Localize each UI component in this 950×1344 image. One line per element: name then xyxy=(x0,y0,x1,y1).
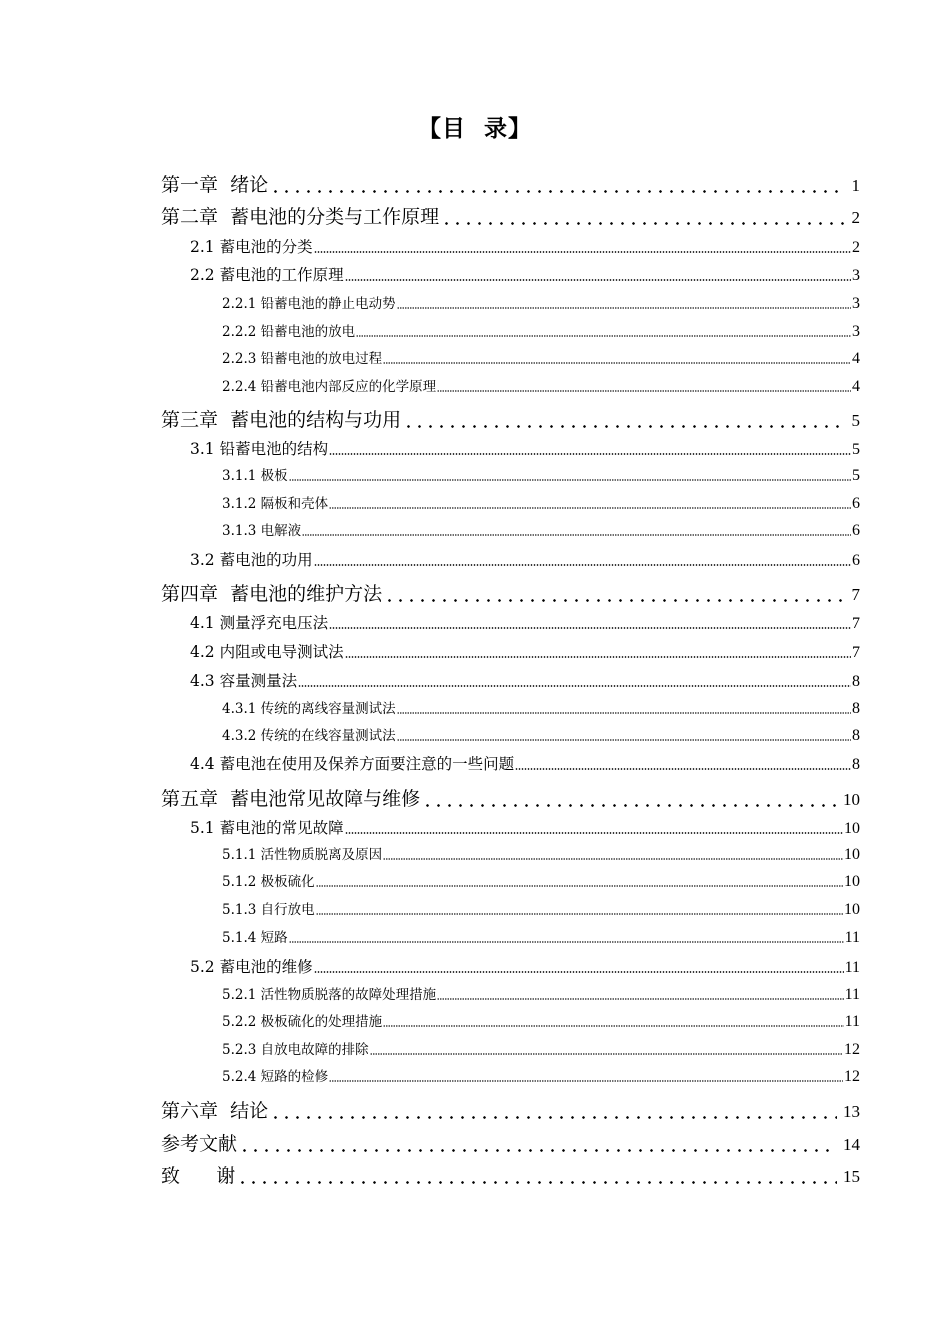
toc-entry-page-number: 15 xyxy=(843,1167,860,1186)
toc-entry-label: 致 谢 xyxy=(161,1165,236,1187)
toc-entry-label: 2.2 蓄电池的工作原理 xyxy=(190,266,344,284)
toc-entry-page-number: 12 xyxy=(844,1041,860,1058)
toc-entry-page-number: 8 xyxy=(852,727,860,744)
toc-entry[interactable] xyxy=(222,1010,860,1031)
toc-entry-page-number: 6 xyxy=(852,552,860,569)
dot-leader xyxy=(316,913,843,915)
dot-leader xyxy=(270,190,845,193)
toc-entry-page-number: 3 xyxy=(852,295,860,312)
toc-entry-page-number: 4 xyxy=(852,378,860,395)
toc-entry-label: 2.1 蓄电池的分类 xyxy=(190,238,313,256)
dot-leader xyxy=(345,656,851,658)
toc-entry-page-number: 11 xyxy=(844,959,860,976)
toc-entry-label: 5.1.1 活性物质脱离及原因 xyxy=(222,847,383,863)
toc-entry-page-number: 7 xyxy=(852,615,860,632)
toc-entry[interactable] xyxy=(190,548,860,570)
toc-entry[interactable] xyxy=(222,983,860,1004)
dot-leader xyxy=(437,390,851,392)
dot-leader xyxy=(329,627,851,629)
dot-leader xyxy=(422,804,837,807)
toc-entry-page-number: 8 xyxy=(852,756,860,773)
toc-entry[interactable] xyxy=(190,816,860,838)
dot-leader xyxy=(289,479,851,481)
toc-entry-label: 5.2.4 短路的检修 xyxy=(222,1069,329,1085)
dot-leader xyxy=(314,251,851,253)
toc-entry-page-number: 6 xyxy=(852,522,860,539)
dot-leader xyxy=(289,941,844,943)
toc-entry-page-number: 4 xyxy=(852,350,860,367)
toc-entry-page-number: 5 xyxy=(852,467,860,484)
toc-entry-label: 3.1.1 极板 xyxy=(222,468,288,484)
toc-entry[interactable] xyxy=(161,170,860,197)
toc-entry[interactable] xyxy=(190,235,860,257)
toc-entry[interactable] xyxy=(161,579,860,606)
toc-entry-page-number: 10 xyxy=(844,820,860,837)
toc-entry-label: 3.1 铅蓄电池的结构 xyxy=(190,440,329,458)
toc-entry-label: 5.1.3 自行放电 xyxy=(222,902,315,918)
dot-leader xyxy=(239,1149,837,1152)
toc-entry-label: 3.1.3 电解液 xyxy=(222,523,302,539)
toc-entry-label: 5.2.2 极板硫化的处理措施 xyxy=(222,1014,383,1030)
toc-entry-page-number: 8 xyxy=(852,673,860,690)
toc-entry-label: 2.2.1 铅蓄电池的静止电动势 xyxy=(222,296,396,312)
dot-leader xyxy=(298,685,851,687)
dot-leader xyxy=(329,453,851,455)
toc-entry-label: 4.3.2 传统的在线容量测试法 xyxy=(222,728,396,744)
dot-leader xyxy=(397,712,851,714)
toc-entry[interactable] xyxy=(222,375,860,396)
toc-entry[interactable] xyxy=(190,263,860,285)
dot-leader xyxy=(437,998,843,1000)
toc-entry-label: 4.3.1 传统的离线容量测试法 xyxy=(222,701,396,717)
toc-entry-label: 2.2.3 铅蓄电池的放电过程 xyxy=(222,351,383,367)
toc-entry-label: 第一章 绪论 xyxy=(161,174,269,196)
dot-leader xyxy=(314,971,844,973)
toc-entry-label: 5.2 蓄电池的维修 xyxy=(190,958,313,976)
toc-entry[interactable] xyxy=(190,437,860,459)
toc-entry[interactable] xyxy=(222,320,860,341)
toc-entry-page-number: 13 xyxy=(843,1102,860,1121)
dot-leader xyxy=(270,1116,837,1119)
toc-entry-page-number: 7 xyxy=(852,644,860,661)
toc-entry[interactable] xyxy=(222,292,860,313)
dot-leader xyxy=(329,1080,843,1082)
toc-entry-label: 3.1.2 隔板和壳体 xyxy=(222,496,329,512)
toc-entry-label: 5.1.4 短路 xyxy=(222,930,288,946)
toc-entry-page-number: 6 xyxy=(852,495,860,512)
toc-entry-label: 4.3 容量测量法 xyxy=(190,672,298,690)
toc-entry[interactable] xyxy=(190,611,860,633)
toc-entry-page-number: 10 xyxy=(843,790,860,809)
toc-entry[interactable] xyxy=(222,1065,860,1086)
toc-entry-label: 第三章 蓄电池的结构与功用 xyxy=(161,409,402,431)
toc-entry[interactable] xyxy=(190,669,860,691)
toc-entry-page-number: 3 xyxy=(852,323,860,340)
toc-entry[interactable] xyxy=(161,1096,860,1123)
toc-entry[interactable] xyxy=(190,640,860,662)
toc-entry-label: 第五章 蓄电池常见故障与维修 xyxy=(161,788,421,810)
toc-entry-page-number: 11 xyxy=(844,929,860,946)
toc-entry-page-number: 11 xyxy=(844,986,860,1003)
toc-entry[interactable] xyxy=(161,202,860,229)
toc-entry[interactable] xyxy=(222,724,860,745)
toc-entry-label: 5.2.1 活性物质脱落的故障处理措施 xyxy=(222,987,437,1003)
toc-entry-page-number: 10 xyxy=(844,846,860,863)
dot-leader xyxy=(397,307,851,309)
toc-entry-page-number: 14 xyxy=(843,1135,860,1154)
dot-leader xyxy=(383,1025,843,1027)
toc-entry-label: 2.2.4 铅蓄电池内部反应的化学原理 xyxy=(222,379,437,395)
dot-leader xyxy=(237,1181,837,1184)
dot-leader xyxy=(397,739,851,741)
dot-leader xyxy=(314,564,851,566)
toc-entry-label: 5.1.2 极板硫化 xyxy=(222,874,315,890)
toc-entry-label: 第六章 结论 xyxy=(161,1100,269,1122)
toc-entry-page-number: 11 xyxy=(844,1013,860,1030)
toc-entry[interactable] xyxy=(161,1129,860,1156)
toc-entry[interactable] xyxy=(222,1038,860,1059)
toc-entry[interactable] xyxy=(222,926,860,947)
dot-leader xyxy=(316,885,843,887)
toc-entry[interactable] xyxy=(161,784,860,811)
dot-leader xyxy=(403,425,845,428)
dot-leader xyxy=(441,222,845,225)
toc-entry-page-number: 12 xyxy=(844,1068,860,1085)
dot-leader xyxy=(345,832,843,834)
toc-entry-label: 4.1 测量浮充电压法 xyxy=(190,614,329,632)
toc-entry-label: 4.4 蓄电池在使用及保养方面要注意的一些问题 xyxy=(190,755,515,773)
toc-entry[interactable] xyxy=(190,955,860,977)
toc-entry[interactable] xyxy=(190,752,860,774)
toc-entry-page-number: 5 xyxy=(851,411,860,430)
dot-leader xyxy=(383,362,851,364)
dot-leader xyxy=(329,507,851,509)
toc-entry[interactable] xyxy=(222,898,860,919)
toc-entry-page-number: 8 xyxy=(852,700,860,717)
toc-entry-page-number: 1 xyxy=(851,176,860,195)
toc-entry-page-number: 3 xyxy=(852,267,860,284)
toc-entry[interactable] xyxy=(222,347,860,368)
dot-leader xyxy=(515,768,851,770)
toc-entry[interactable] xyxy=(222,464,860,485)
dot-leader xyxy=(384,599,845,602)
toc-entry[interactable] xyxy=(161,405,860,432)
toc-entry-label: 第二章 蓄电池的分类与工作原理 xyxy=(161,206,440,228)
toc-entry-page-number: 10 xyxy=(844,901,860,918)
toc-title: 【目 录】 xyxy=(417,116,532,142)
toc-entry-label: 5.2.3 自放电故障的排除 xyxy=(222,1042,369,1058)
toc-entry-label: 参考文献 xyxy=(161,1133,238,1155)
dot-leader xyxy=(302,534,851,536)
toc-entry-label: 3.2 蓄电池的功用 xyxy=(190,551,313,569)
toc-entry-label: 2.2.2 铅蓄电池的放电 xyxy=(222,324,356,340)
toc-entry-page-number: 10 xyxy=(844,873,860,890)
toc-entry-page-number: 5 xyxy=(852,441,860,458)
toc-entry[interactable] xyxy=(222,843,860,864)
toc-entry-label: 4.2 内阻或电导测试法 xyxy=(190,643,344,661)
toc-entry[interactable] xyxy=(222,870,860,891)
dot-leader xyxy=(345,279,851,281)
dot-leader xyxy=(356,335,851,337)
toc-entry-page-number: 2 xyxy=(851,208,860,227)
dot-leader xyxy=(370,1053,843,1055)
toc-entry-page-number: 7 xyxy=(851,585,860,604)
toc-entry[interactable] xyxy=(222,519,860,540)
toc-entry-page-number: 2 xyxy=(852,239,860,256)
dot-leader xyxy=(383,858,843,860)
toc-entry[interactable] xyxy=(222,697,860,718)
toc-entry-label: 5.1 蓄电池的常见故障 xyxy=(190,819,344,837)
toc-entry[interactable] xyxy=(222,492,860,513)
toc-entry-label: 第四章 蓄电池的维护方法 xyxy=(161,583,383,605)
toc-entry[interactable] xyxy=(161,1161,860,1188)
